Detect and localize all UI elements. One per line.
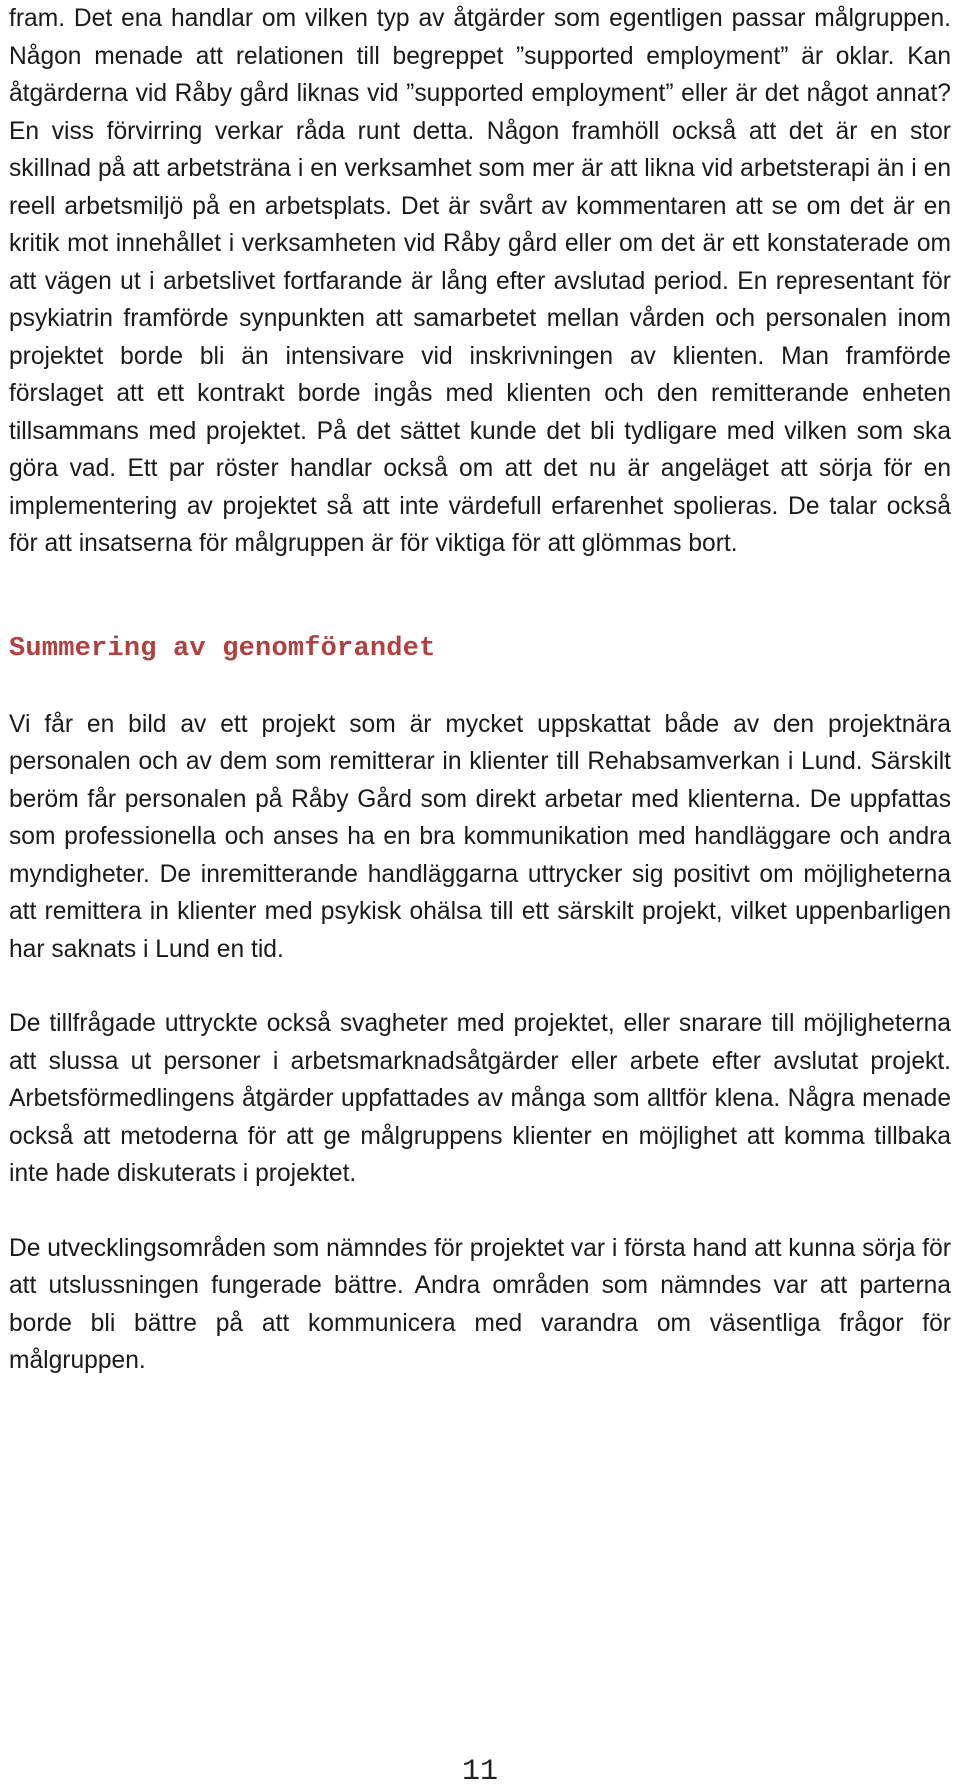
section-heading: Summering av genomförandet [9, 633, 436, 664]
page-number: 11 [461, 1755, 498, 1789]
paragraph-summary-3: De utvecklingsområden som nämndes för projektet var i första hand att kunna sörja för att utslussningen fungerade bättre. Andra områden som nämndes var att parterna borde bli bättre på att kommunicera med varandra om väsentliga frågor för målgruppen. [9, 1234, 951, 1374]
paragraph-intro: fram. Det ena handlar om vilken typ av åtgärder som egentligen passar målgruppen. Någon menade att relationen till begreppet ”supported employment” är oklar. Kan åtgärderna vid Råby gård liknas vid ”supported employment” eller är det något annat? En viss förvirring verkar råda runt detta. Någon framhöll också att det är en stor skillnad på att arbetsträna i en verksamhet som mer är att likna vid arbetsterapi än i en reell arbetsmiljö på en arbetsplats. Det är svårt av kommentaren att se om det är en kritik mot innehållet i verksamheten vid Råby gård eller om det är ett konstaterade om att vägen ut i arbetslivet fortfarande är lång efter avslutad period. En representant för psykiatrin framförde synpunkten att samarbetet mellan vården och personalen inom projektet borde bli än intensivare vid inskrivningen av klienten. Man framförde förslaget att ett kontrakt borde ingås med klienten och den remitterande enheten tillsammans med projektet. På det sättet kunde det bli tydligare med vilken som ska göra vad. Ett par röster handlar också om att det nu är angeläget att sörja för en implementering av projektet så att inte värdefull erfarenhet spolieras. De talar också för att insatserna för målgruppen är för viktiga för att glömmas bort. [9, 5, 951, 557]
paragraph-summary-1: Vi får en bild av ett projekt som är mycket uppskattat både av den projektnära personalen och av dem som remitterar in klienter till Rehabsamverkan i Lund. Särskilt beröm får personalen på Råby Gård som direkt arbetar med klienterna. De uppfattas som professionella och anses ha en bra kommunikation med handläggare och andra myndigheter. De inremitterande handläggarna uttrycker sig positivt om möjligheterna att remittera in klienter med psykisk ohälsa till ett särskilt projekt, vilket uppenbarligen har saknats i Lund en tid. [9, 710, 951, 963]
paragraph-summary-2: De tillfrågade uttryckte också svagheter med projektet, eller snarare till möjligheterna att slussa ut personer i arbetsmarknadsåtgärder eller arbete efter avslutat projekt. Arbetsförmedlingens åtgärder uppfattades av många som alltför klena. Några menade också att metoderna för att ge målgruppens klienter en möjlighet att komma tillbaka inte hade diskuterats i projektet. [9, 1010, 951, 1187]
document-page [9, 0, 951, 1380]
